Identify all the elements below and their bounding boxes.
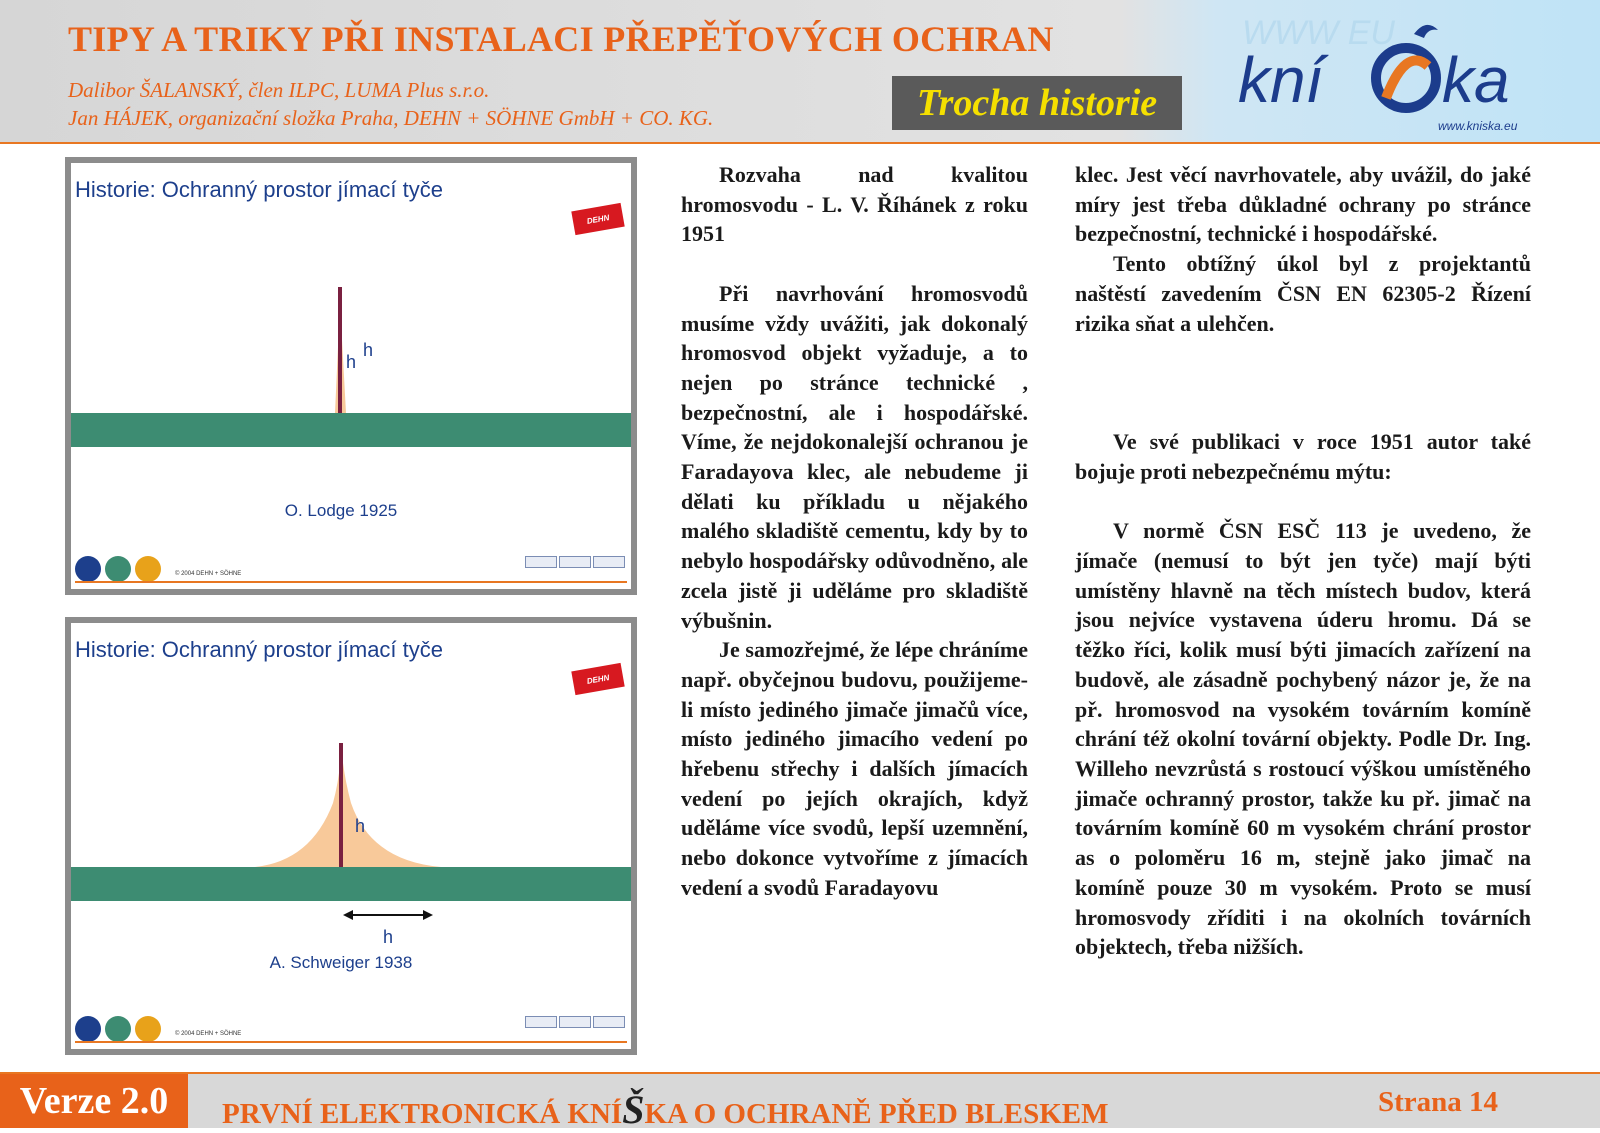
slide-caption: A. Schweiger 1938 — [269, 953, 413, 972]
slide-footer-icons — [75, 556, 161, 582]
nav-prev-icon — [525, 1016, 557, 1028]
footer-title-part-b: KA O OCHRANĚ PŘED BLESKEM — [644, 1098, 1109, 1130]
ground-strip — [71, 413, 631, 447]
kniska-logo — [1238, 6, 1578, 136]
page-title: TIPY A TRIKY PŘI INSTALACI PŘEPĚŤOVÝCH OCHRAN — [68, 19, 1054, 59]
article-column-middle — [681, 160, 1028, 903]
slide-nav — [525, 1016, 625, 1028]
section-badge: Trocha historie — [892, 76, 1182, 130]
article-paragraph-continued: klec. Jest věcí navrhovatele, aby uvážil, do jaké míry jest třeba důkladné ochrany po stránce bezpečnostní, technické i hospodářské. — [1075, 162, 1531, 247]
article-paragraph: Je samozřejmé, že lépe chráníme např. obyčejnou budovu, použijeme-li místo jediného jimače jimačů více, místo jediného jimacího vedení po hřebenu střechy i dalších jímacích vedení po jejích okrajích, když uděláme více svodů, lepší uzemnění, nebo dokonce vytvoříme z jímacích vedení a svodů Faradayovu — [681, 637, 1028, 900]
author-line-1: Dalibor ŠALANSKÝ, člen ILPC, LUMA Plus s.r.o. — [68, 78, 490, 102]
slide-title: Historie: Ochranný prostor jímací tyče — [75, 177, 444, 202]
footer-title-letter: Š — [622, 1087, 645, 1132]
article-column-right — [1075, 160, 1531, 962]
air-termination-rod — [339, 743, 343, 867]
slide-footer-rule — [75, 581, 627, 583]
dehn-logo: DEHN — [571, 663, 624, 695]
article-heading: Rozvaha nad kvalitou hromosvodu - L. V. Říhánek z roku 1951 — [681, 162, 1028, 247]
arrow-right-icon — [423, 910, 433, 920]
people-icon — [105, 556, 131, 582]
slide-nav — [525, 556, 625, 568]
article-paragraph: Tento obtížný úkol byl z projektantů naštěstí zavedením ČSN EN 62305-2 Řízení rizika sňat a ulehčen. — [1075, 251, 1531, 336]
lodge-protection-diagram — [71, 163, 631, 589]
people-icon — [135, 1016, 161, 1042]
nav-page-icon — [559, 1016, 591, 1028]
slide-lodge — [65, 157, 637, 595]
arrow-left-icon — [343, 910, 353, 920]
people-icon — [135, 556, 161, 582]
logo-caron-icon — [1414, 25, 1438, 38]
slide-footer-rule — [75, 1041, 627, 1043]
air-termination-rod — [338, 287, 342, 413]
article-paragraph: V normě ČSN ESČ 113 je uvedeno, že jímače (nemusí to být jen tyče) mají býti umístěny hlavně na těch místech budov, která jsou nejvíce vystavena úderu hromu. Dá se těžko říci, kolik musí býti jimacích zařízení na budově, ale zásadně pochybený názor je, že na př. hromosvod na vysokém továrním komíně chrání též okolní tovární objekty. Podle Dr. Ing. Willeho nevzrůstá s rostoucí výškou umístěného jimače ochranný prostor, takže ku př. jimač na továrním komíně 60 m vysokém chrání prostor as o poloměru 16 m, stejně jako jimač na komíně pouze 30 m vysokém. Proto se musí hromosvody zříditi i na okolních továrních objektech, třeba nižších. — [1075, 518, 1531, 960]
slide-schweiger — [65, 617, 637, 1055]
nav-prev-icon — [525, 556, 557, 568]
kniska-logo-graphic — [1238, 6, 1578, 136]
people-icon — [75, 556, 101, 582]
logo-swirl-icon — [1386, 60, 1428, 98]
slide-title: Historie: Ochranný prostor jímací tyče — [75, 637, 444, 662]
schweiger-protection-diagram — [71, 623, 631, 1049]
radius-label: h — [383, 927, 394, 947]
dehn-logo: DEHN — [571, 203, 624, 235]
height-label: h — [355, 816, 366, 836]
nav-next-icon — [593, 556, 625, 568]
logo-text-right: ka — [1442, 44, 1510, 116]
logo-text-left: kní — [1238, 44, 1324, 116]
author-line-2: Jan HÁJEK, organizační složka Praha, DEHN + SÖHNE GmbH + CO. KG. — [68, 106, 714, 130]
nav-next-icon — [593, 1016, 625, 1028]
logo-url: www.kniska.eu — [1438, 119, 1518, 133]
logo-swoosh-icon — [1376, 48, 1436, 108]
footer-title-part-a: PRVNÍ ELEKTRONICKÁ KNÍ — [222, 1098, 623, 1130]
height-label: h — [346, 352, 357, 372]
slide-copyright: © 2004 DEHN + SÖHNE — [175, 571, 242, 577]
people-icon — [105, 1016, 131, 1042]
slide-caption: O. Lodge 1925 — [284, 501, 398, 520]
ground-strip — [71, 867, 631, 901]
height-label: h — [363, 340, 374, 360]
article-paragraph: Při navrhování hromosvodů musíme vždy uvážiti, jak dokonalý hromosvod objekt vyžaduje, a to nejen po stránce technické , bezpečnostní, ale i hospodářské. Víme, že nejdokonalejší ochranou je Faradayova klec, ale nebudeme ji dělati ku příkladu u nějakého malého skladiště cementu, kdy by to nebylo hospodářsky odůvodněno, ale zcela jistě ji uděláme pro skladiště výbušnin. — [681, 280, 1028, 633]
svg-text:WWW EU: WWW EU — [1242, 14, 1395, 52]
protection-zone — [255, 743, 441, 867]
footer-title — [222, 1086, 1109, 1133]
article-paragraph: Ve své publikaci v roce 1951 autor také bojuje proti nebezpečnému mýtu: — [1075, 429, 1531, 484]
header-divider — [0, 142, 1600, 144]
page-number: Strana 14 — [1378, 1086, 1499, 1118]
people-icon — [75, 1016, 101, 1042]
version-badge: Verze 2.0 — [0, 1074, 188, 1128]
nav-page-icon — [559, 556, 591, 568]
slide-copyright: © 2004 DEHN + SÖHNE — [175, 1031, 242, 1037]
slide-footer-icons — [75, 1016, 161, 1042]
